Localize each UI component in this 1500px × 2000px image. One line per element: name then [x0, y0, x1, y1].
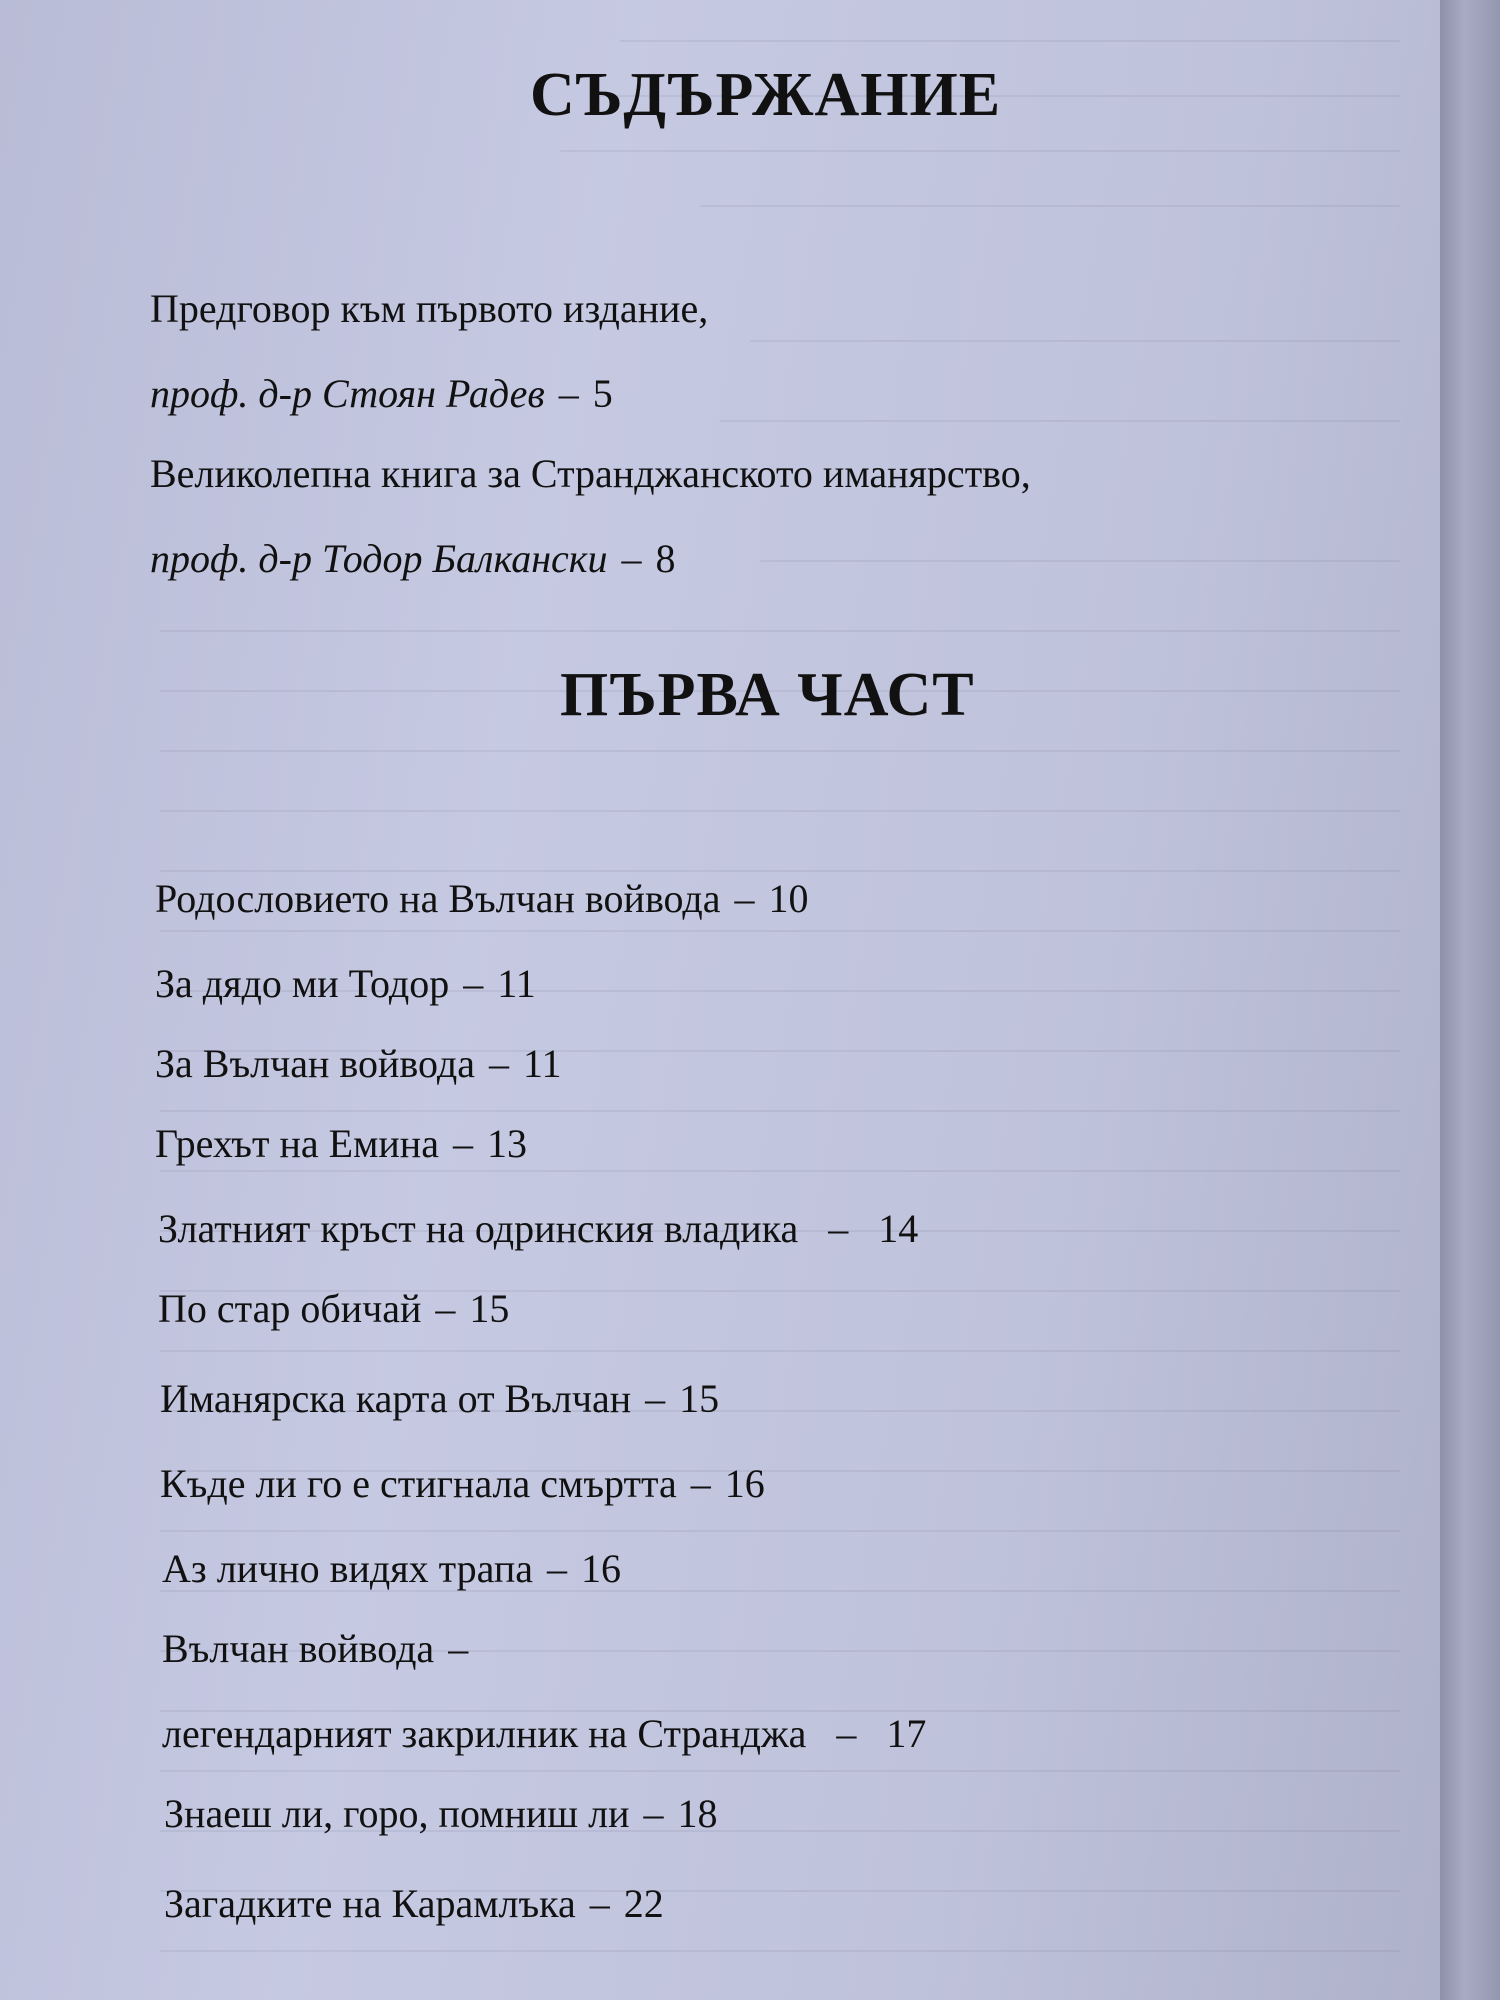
page-number: 14: [878, 1206, 919, 1251]
toc-entry: [160, 1375, 719, 1422]
preface-text: Предговор към първото издание,: [150, 286, 709, 331]
separator: –: [448, 1626, 469, 1671]
preface-line-1: [150, 285, 708, 332]
separator: –: [828, 1206, 849, 1251]
toc-entry: [162, 1625, 482, 1672]
separator: –: [589, 1881, 610, 1926]
page-number: 16: [724, 1461, 765, 1506]
entry-title: Вълчан войвода: [162, 1626, 435, 1671]
entry-title: За Вълчан войвода: [155, 1041, 475, 1086]
page-number: 10: [768, 876, 809, 921]
page-number: 15: [679, 1376, 720, 1421]
toc-entry: [162, 1545, 621, 1592]
separator: –: [621, 536, 642, 581]
entry-title: По стар обичай: [158, 1286, 422, 1331]
entry-title: Грехът на Емина: [155, 1121, 439, 1166]
entry-title: Къде ли го е стигнала смъртта: [160, 1461, 677, 1506]
preface-line-4: [150, 535, 676, 582]
entry-title: Знаеш ли, горо, помниш ли: [164, 1791, 630, 1836]
preface-line-2: [150, 370, 613, 417]
separator: –: [734, 876, 755, 921]
toc-entry: [155, 875, 809, 922]
entry-title: Загадките на Карамлъка: [164, 1881, 576, 1926]
toc-title: СЪДЪРЖАНИЕ: [530, 61, 1002, 129]
page-number: 8: [655, 536, 676, 581]
separator: –: [558, 371, 579, 416]
page-number: 5: [592, 371, 613, 416]
entry-title: Иманярска карта от Вълчан: [160, 1376, 632, 1421]
toc-entry: [155, 1040, 562, 1087]
entry-title: Родословието на Вълчан войвода: [155, 876, 721, 921]
separator: –: [546, 1546, 567, 1591]
entry-title: За дядо ми Тодор: [155, 961, 450, 1006]
preface-author: проф. д-р Тодор Балкански: [150, 536, 608, 581]
toc-entry: [158, 1205, 918, 1252]
page-number: 16: [580, 1546, 621, 1591]
page-number: 22: [623, 1881, 664, 1926]
separator: –: [463, 961, 484, 1006]
page-number: 13: [486, 1121, 527, 1166]
page-number: 15: [469, 1286, 510, 1331]
separator: –: [452, 1121, 473, 1166]
page-number: 11: [497, 961, 536, 1006]
entry-title: Златният кръст на одринския владика: [158, 1206, 799, 1251]
separator: –: [836, 1711, 857, 1756]
part-title: ПЪРВА ЧАСТ: [560, 661, 975, 729]
toc-entry: [160, 1460, 765, 1507]
toc-entry: [164, 1790, 717, 1837]
separator: –: [645, 1376, 666, 1421]
toc-entry: [155, 1120, 527, 1167]
entry-title: Аз лично видях трапа: [162, 1546, 533, 1591]
separator: –: [643, 1791, 664, 1836]
next-page-edge: [1440, 0, 1500, 2000]
toc-entry: [155, 960, 536, 1007]
entry-title: легендарният закрилник на Странджа: [162, 1711, 807, 1756]
preface-text: Великолепна книга за Странджанското иманярство,: [150, 451, 1031, 496]
preface-line-3: [150, 450, 1031, 497]
page-number: 17: [886, 1711, 927, 1756]
separator: –: [690, 1461, 711, 1506]
toc-entry: [164, 1880, 664, 1927]
page-number: 11: [522, 1041, 562, 1086]
separator: –: [435, 1286, 456, 1331]
separator: –: [488, 1041, 509, 1086]
page-number: 18: [677, 1791, 718, 1836]
toc-entry: [158, 1285, 509, 1332]
preface-author: проф. д-р Стоян Радев: [150, 371, 545, 416]
toc-entry: [162, 1710, 926, 1757]
